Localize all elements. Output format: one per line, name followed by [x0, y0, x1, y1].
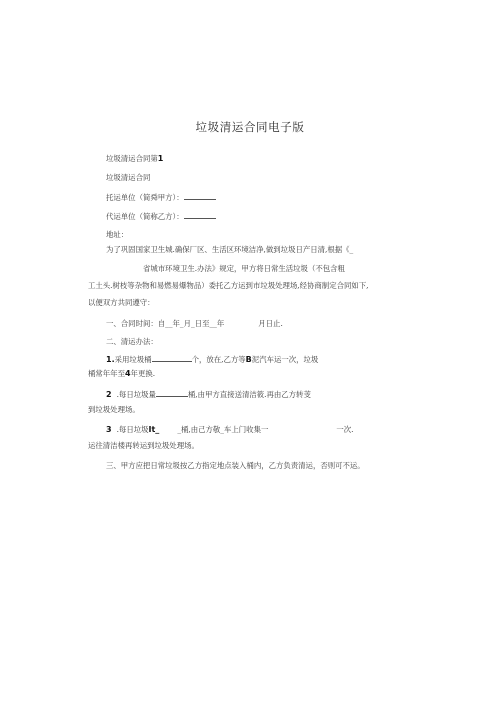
item-2-line-1 [106, 389, 311, 400]
item-2-number: 2 [106, 390, 112, 399]
clause-1-line [106, 319, 283, 329]
contract-number-line [106, 154, 163, 164]
document-title: 垃圾清运合同电子版 [195, 120, 305, 134]
item-1-line-1 [106, 354, 318, 365]
party-b-label: 代运单位（简称乙方）： [106, 212, 184, 221]
intro-line-1: 为了巩固国家卫生城.确保厂区、生活区环境洁净,做到垃圾日产日清,根据《_ [106, 245, 354, 254]
item-1-text-a: 采用垃圾桶 [114, 355, 152, 364]
clause-3-line: 三、甲方应把日常垃圾按乙方指定地点装入桶内，乙方负责清运，否则可不运。 [106, 461, 365, 470]
item-3-line-2: 运往清洁楼再转运到垃圾处理场。 [88, 441, 199, 450]
party-a-blank[interactable] [184, 192, 216, 200]
party-a-line [106, 192, 216, 203]
item-3-text-c: 一次. [336, 425, 354, 434]
address-label: 地址： [106, 230, 129, 239]
contract-subtitle: 垃圾清运合同 [106, 173, 151, 182]
intro-line-4: 以便双方共同遵守： [88, 298, 155, 307]
item-1-line-2 [88, 369, 155, 379]
item-3-number: 3 [106, 425, 112, 434]
contract-number-prefix: 垃圾清运合同第 [106, 154, 158, 163]
item-1-line-2-bold: 4 [124, 369, 131, 378]
item-1-line-2-b: 年更换. [130, 369, 156, 378]
party-b-blank[interactable] [184, 211, 216, 219]
item-2-line-2: 到垃圾处理场。 [88, 405, 140, 414]
intro-line-3: 工土头.树枝等杂物和易燃易爆物品）委托乙方运到市垃圾处理场,经协商制定合同如下, [88, 281, 369, 290]
intro-line-2: 省城市环境卫生.办法》规定，甲方将日常生活垃圾（不包含粗 [143, 264, 345, 273]
item-3-line-1 [106, 425, 354, 435]
clause-1-text-a: 一、合同时间：自__年_月_日至__年 [106, 319, 225, 328]
item-3-text-b: _桶,由己方敬_车上门收集一 [177, 425, 269, 434]
item-1-number: 1. [106, 355, 115, 364]
item-1-text-c: 泥汽车运一次，垃圾 [251, 355, 319, 364]
item-2-text-b: 桶,由甲方直接送清洁筱.再由乙方转芰 [187, 390, 311, 399]
clause-2-heading: 二、清运办法： [106, 337, 158, 346]
contract-number: 1 [157, 154, 164, 163]
item-3-bold-part: It_ [148, 425, 160, 434]
item-1-count-blank[interactable] [152, 354, 192, 362]
item-1-text-b: 个，放在,乙方等 [191, 355, 246, 364]
item-1-line-2-a: 桶常年年至 [88, 369, 125, 378]
item-2-text-a: .每日垃圾量 [116, 390, 156, 399]
party-b-line [106, 211, 216, 222]
item-1-bold-char: B [245, 355, 252, 364]
item-3-text-a: .每日垃圾 [116, 425, 149, 434]
party-a-label: 托运单位（简舜甲方）： [106, 193, 184, 202]
item-2-amount-blank[interactable] [156, 389, 188, 397]
clause-1-text-b: 月日止. [258, 319, 283, 328]
